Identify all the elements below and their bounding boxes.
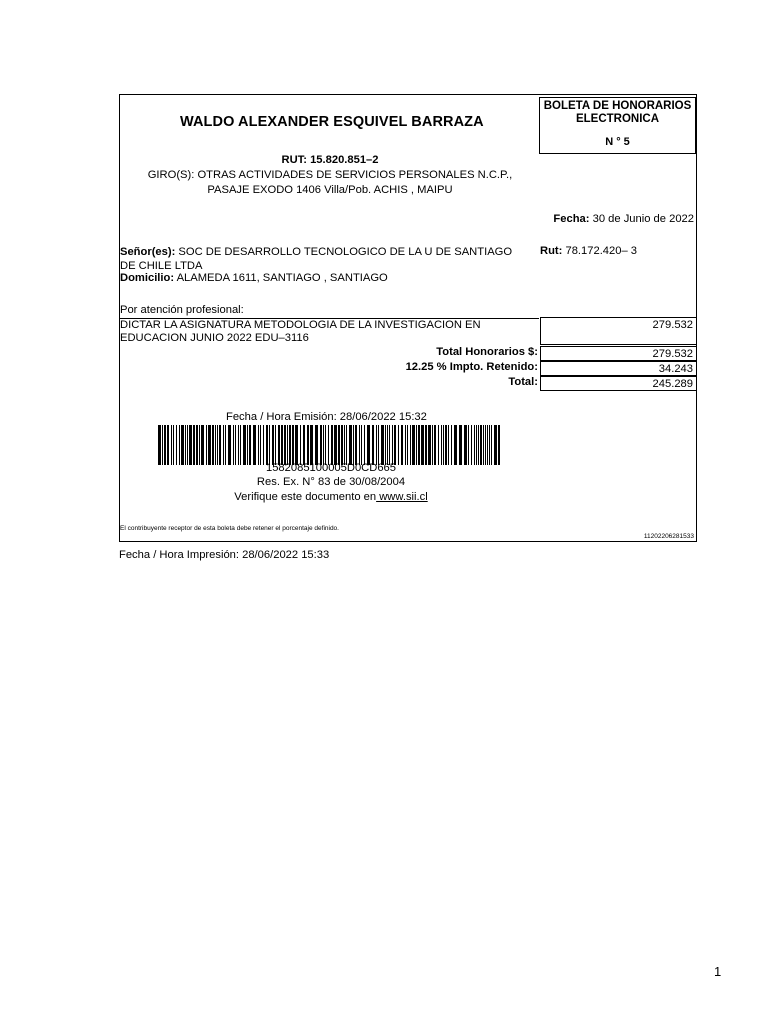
recipient-address [120, 272, 388, 284]
boleta-document [119, 94, 697, 542]
recipient-rut [540, 245, 637, 257]
document-code: 11202206281533 [643, 533, 694, 540]
print-datetime: Fecha / Hora Impresión: 28/06/2022 15:33 [119, 549, 330, 561]
recipient-address-label: Domicilio: [120, 272, 175, 284]
emission-datetime: Fecha / Hora Emisión: 28/06/2022 15:32 [226, 411, 427, 423]
recipient-rut-value: 78.172.420– 3 [562, 245, 638, 257]
issuer-giro: GIRO(S): OTRAS ACTIVIDADES DE SERVICIOS PERSONALES N.C.P., [147, 169, 513, 181]
total-label: Total: [508, 376, 538, 388]
issuer-name: WALDO ALEXANDER ESQUIVEL BARRAZA [180, 114, 484, 130]
retention-note: El contribuyente receptor de esta boleta debe retener el porcentaje definido. [120, 525, 339, 532]
issuer-details [120, 153, 540, 198]
document-number: N ° 5 [605, 136, 630, 148]
document-type-line2: ELECTRONICA [575, 113, 660, 125]
page-number: 1 [714, 964, 722, 979]
issue-date [553, 213, 694, 225]
recipient-name-line2: DE CHILE LTDA [120, 260, 203, 272]
service-amount: 279.532 [652, 319, 693, 331]
service-heading: Por atención profesional: [120, 304, 244, 316]
total-value: 245.289 [652, 378, 693, 390]
service-description-line1: DICTAR LA ASIGNATURA METODOLOGIA DE LA INVESTIGACION EN [120, 319, 481, 331]
total-box [540, 376, 697, 391]
service-description-line2: EDUCACION JUNIO 2022 EDU–3116 [120, 332, 309, 344]
recipient-name-line1: SOC DE DESARROLLO TECNOLOGICO DE LA U DE SANTIAGO [175, 246, 513, 258]
total-honorarios-label: Total Honorarios $: [436, 346, 538, 358]
verify-prefix: Verifique este documento en [234, 491, 377, 503]
impuesto-retenido-value: 34.243 [658, 363, 693, 375]
recipient-label: Señor(es): [120, 246, 176, 258]
total-honorarios-box [540, 346, 697, 361]
issue-date-label: Fecha: [553, 213, 590, 225]
document-type-box [539, 97, 696, 154]
recipient-address-value: ALAMEDA 1611, SANTIAGO , SANTIAGO [174, 272, 388, 284]
service-description [120, 318, 539, 347]
impuesto-retenido-box [540, 361, 697, 376]
issuer-address: PASAJE EXODO 1406 Villa/Pob. ACHIS , MAIPU [207, 184, 453, 196]
verify-link[interactable]: www.sii.cl [376, 491, 428, 503]
impuesto-retenido-label: 12.25 % Impto. Retenido: [405, 361, 538, 373]
document-type-line1: BOLETA DE HONORARIOS [543, 100, 692, 112]
issuer-rut: RUT: 15.820.851–2 [281, 154, 379, 166]
resolution-text: Res. Ex. N° 83 de 30/08/2004 [256, 476, 406, 488]
service-amount-box [540, 317, 697, 345]
barcode-text: 1582085100005D0CD665 [265, 462, 396, 474]
recipient-rut-label: Rut: [540, 245, 563, 257]
verify-text [120, 491, 542, 503]
total-honorarios-value: 279.532 [652, 348, 693, 360]
barcode [158, 425, 504, 465]
issue-date-value: 30 de Junio de 2022 [589, 213, 694, 225]
recipient-name [120, 245, 512, 273]
